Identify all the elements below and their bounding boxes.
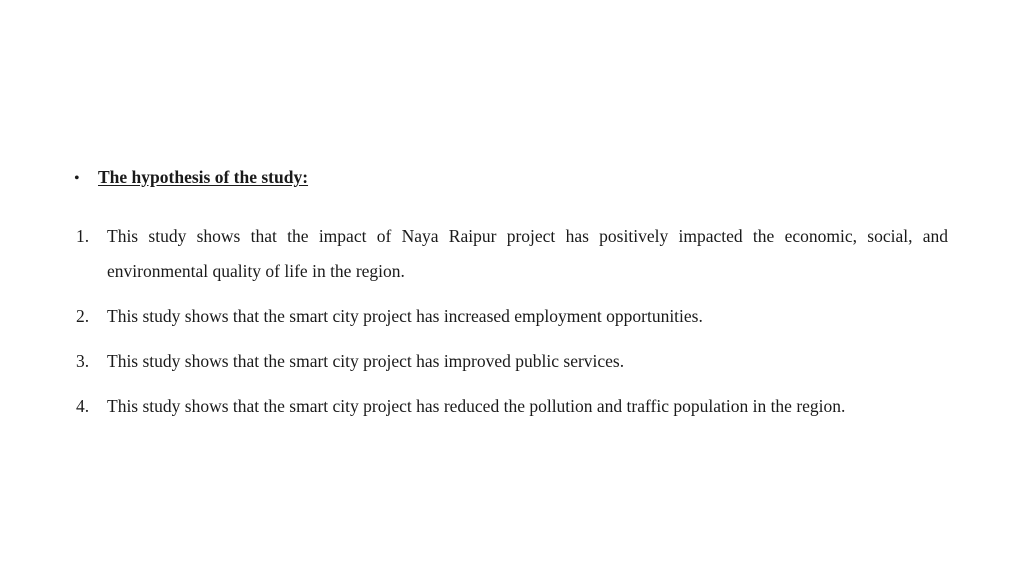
list-item — [76, 344, 948, 379]
list-item-number: 1. — [76, 226, 90, 246]
hypothesis-list — [76, 219, 948, 434]
list-item-text: This study shows that the smart city project has reduced the pollution and traffic population in the region. — [107, 396, 846, 416]
list-item-text: This study shows that the smart city project has improved public services. — [107, 351, 625, 371]
list-item-text: This study shows that the smart city project has increased employment opportunities. — [107, 306, 703, 326]
list-item — [76, 389, 948, 424]
list-item-number: 2. — [76, 306, 90, 326]
list-item-number: 3. — [76, 351, 90, 371]
heading-row — [74, 166, 308, 190]
list-item — [76, 299, 948, 334]
bullet-icon: • — [74, 170, 80, 187]
list-item-number: 4. — [76, 396, 90, 416]
list-item — [76, 219, 948, 289]
section-heading: The hypothesis of the study: — [98, 167, 309, 187]
list-item-text: This study shows that the impact of Naya Raipur project has positively impacted the economic, social, and environmental quality of life in the region. — [107, 226, 948, 281]
